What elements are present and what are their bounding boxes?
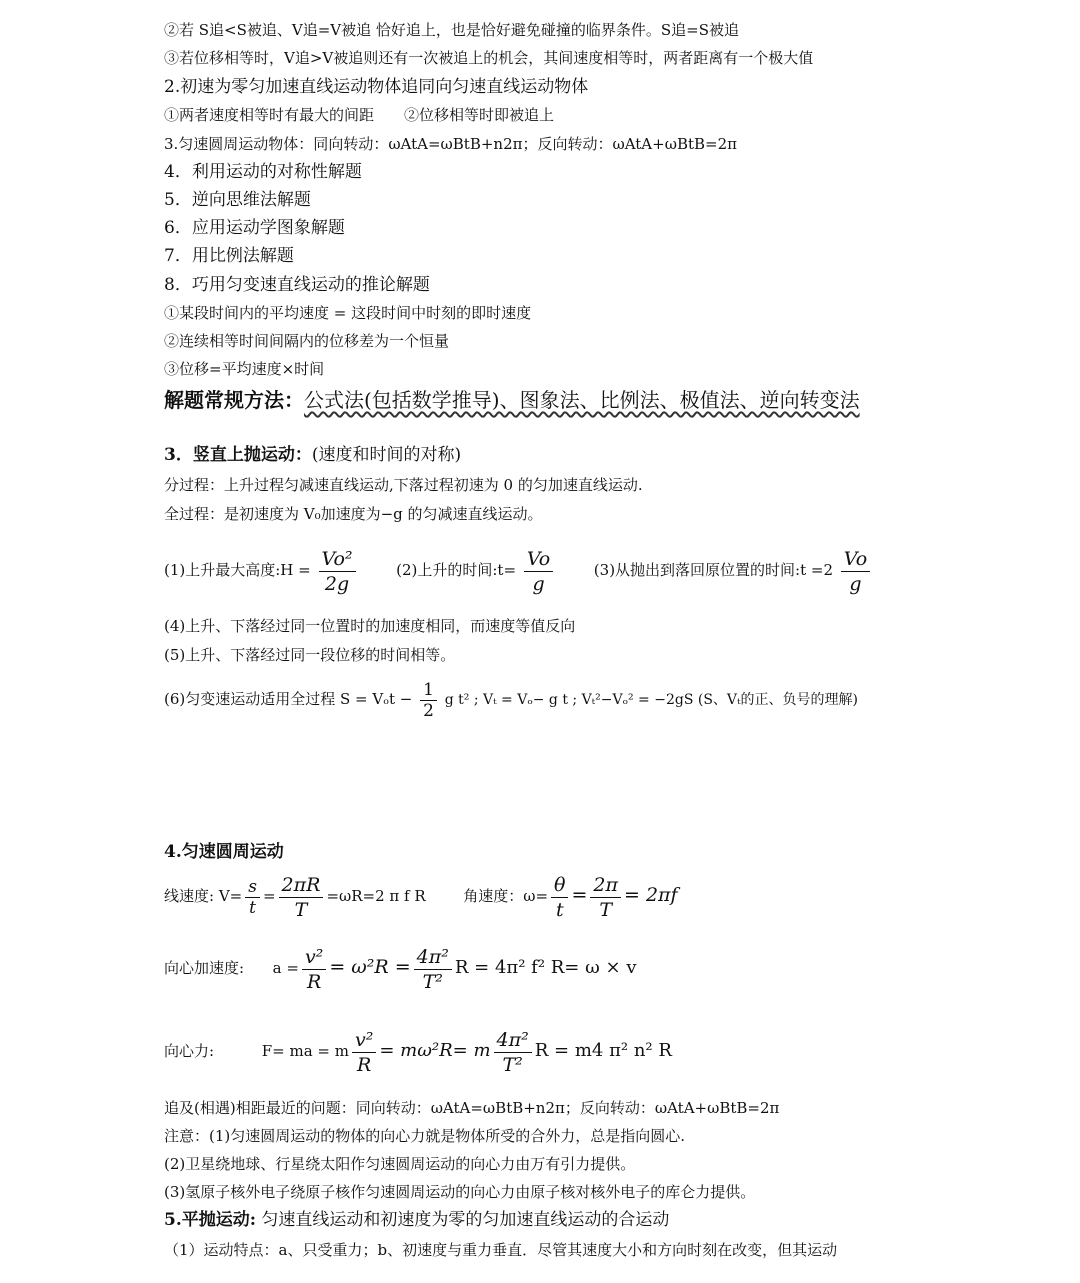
formula-2-label: (2)上升的时间:t= bbox=[396, 561, 517, 579]
text-line-11: ①某段时间内的平均速度 = 这段时间中时刻的即时速度 bbox=[164, 304, 532, 322]
section-3-line-5: (5)上升、下落经过同一段位移的时间相等。 bbox=[164, 646, 456, 664]
section-5-line-1: （1）运动特点：a、只受重力；b、初速度与重力垂直．尽管其速度大小和方向时刻在改变，但其运动 bbox=[164, 1241, 838, 1259]
section-5-title bbox=[164, 1210, 669, 1230]
text-line-12: ②连续相等时间间隔内的位移差为一个恒量 bbox=[164, 332, 450, 350]
linear-speed-frac-2 bbox=[279, 873, 324, 922]
formula-1-num: Vo² bbox=[319, 547, 356, 572]
text-line-5: 3.匀速圆周运动物体：同向转动：ωAtA=ωBtB+n2π；反向转动：ωAtA+ωBtB=2π bbox=[164, 135, 737, 153]
formula-3-num: Vo bbox=[841, 547, 870, 572]
centripetal-accel-label: 向心加速度: a = bbox=[164, 959, 299, 977]
common-methods bbox=[164, 386, 860, 414]
method-ratio: 7．用比例法解题 bbox=[164, 246, 294, 266]
linear-speed-frac-1-den: t bbox=[249, 897, 257, 918]
formula-2-den: g bbox=[532, 572, 545, 595]
centripetal-accel-frac-1-den: R bbox=[306, 970, 322, 993]
centripetal-force-tail: R = m4 π² n² R bbox=[534, 1040, 672, 1061]
section-5-title-rest: 匀速直线运动和初速度为零的匀加速直线运动的合运动 bbox=[256, 1210, 670, 1230]
angular-speed-frac-1-num: θ bbox=[551, 873, 568, 898]
section-4-line-4: (3)氢原子核外电子绕原子核作匀速圆周运动的向心力由原子核对核外电子的库仑力提供。 bbox=[164, 1183, 756, 1201]
centripetal-accel-frac-1 bbox=[302, 945, 326, 994]
section-3-formulas bbox=[164, 544, 873, 596]
formula-1-den: 2g bbox=[324, 572, 350, 595]
line-6-half-num: 1 bbox=[420, 680, 437, 701]
text-line-4: ①两者速度相等时有最大的间距 ②位移相等时即被追上 bbox=[164, 106, 555, 124]
angular-speed-eq: = bbox=[571, 884, 588, 906]
formula-2-fraction bbox=[524, 547, 553, 596]
text-line-13: ③位移=平均速度×时间 bbox=[164, 360, 325, 378]
text-line-1: ②若 S追<S被追、V追=V被追 恰好追上，也是恰好避免碰撞的临界条件。S追=S被追 bbox=[164, 21, 740, 39]
common-methods-label: 解题常规方法： bbox=[164, 388, 304, 412]
linear-speed-frac-2-den: T bbox=[294, 898, 308, 921]
section-3-line-4: (4)上升、下落经过同一位置时的加速度相同，而速度等值反向 bbox=[164, 617, 576, 635]
section-3-title bbox=[164, 445, 461, 465]
line-6-half-den: 2 bbox=[423, 700, 434, 721]
text-line-2: ③若位移相等时，V追>V被追则还有一次被追上的机会，其间速度相等时，两者距离有一个极大值 bbox=[164, 49, 814, 67]
centripetal-force-label: 向心力: F= ma = m bbox=[164, 1042, 349, 1060]
centripetal-accel-tail: R = 4π² f² R= ω × v bbox=[454, 957, 637, 978]
angular-speed-frac-1-den: t bbox=[555, 898, 564, 921]
linear-speed-label: 线速度: V= bbox=[164, 887, 243, 905]
formula-3-label: (3)从抛出到落回原位置的时间:t =2 bbox=[593, 561, 834, 579]
linear-speed-frac-1-num: s bbox=[245, 877, 260, 898]
centripetal-accel-frac-1-num: v² bbox=[302, 945, 326, 970]
section-5-title-bold: 5.平抛运动: bbox=[164, 1210, 257, 1230]
linear-speed-frac-1 bbox=[245, 877, 260, 918]
formula-1-label: (1)上升最大高度:H = bbox=[164, 561, 311, 579]
centripetal-accel-frac-2-den: T² bbox=[422, 970, 443, 993]
centripetal-force-mid: = mω²R= m bbox=[379, 1040, 491, 1061]
centripetal-accel-frac-2-num: 4π² bbox=[414, 945, 452, 970]
formula-3-den: g bbox=[849, 572, 862, 595]
centripetal-force-frac-2-num: 4π² bbox=[494, 1028, 532, 1053]
section-3-title-bold: 3．竖直上抛运动： bbox=[164, 445, 312, 465]
centripetal-accel-frac-2 bbox=[414, 945, 452, 994]
section-3-line-1: 分过程：上升过程匀减速直线运动,下落过程初速为 0 的匀加速直线运动. bbox=[164, 476, 643, 494]
linear-speed-tail: =ωR=2 π f R bbox=[326, 887, 426, 905]
method-reverse-thinking: 5．逆向思维法解题 bbox=[164, 190, 311, 210]
formula-1-fraction bbox=[319, 547, 356, 596]
formula-3-fraction bbox=[841, 547, 870, 596]
method-graph: 6．应用运动学图象解题 bbox=[164, 218, 345, 238]
section-4-line-1: 追及(相遇)相距最近的问题：同向转动：ωAtA=ωBtB+n2π；反向转动：ωAtA+ωBtB=2π bbox=[164, 1099, 780, 1117]
angular-speed-frac-1 bbox=[551, 873, 568, 922]
common-methods-value: 公式法(包括数学推导)、图象法、比例法、极值法、逆向转变法 bbox=[304, 388, 860, 412]
centripetal-force bbox=[164, 1024, 672, 1078]
section-4-line-3: (2)卫星绕地球、行星绕太阳作匀速圆周运动的向心力由万有引力提供。 bbox=[164, 1155, 636, 1173]
line-6-part-a: (6)匀变速运动适用全过程 S = Vₒt − bbox=[164, 690, 413, 708]
line-6-half-fraction bbox=[420, 680, 437, 721]
angular-speed-label: 角速度：ω= bbox=[463, 887, 549, 905]
formula-2-num: Vo bbox=[524, 547, 553, 572]
centripetal-force-frac-2 bbox=[494, 1028, 532, 1077]
section-3-title-rest: (速度和时间的对称) bbox=[311, 445, 462, 465]
method-symmetry: 4．利用运动的对称性解题 bbox=[164, 162, 362, 182]
section-3-line-2: 全过程：是初速度为 V₀加速度为−g 的匀减速直线运动。 bbox=[164, 505, 543, 523]
centripetal-force-frac-1-num: v² bbox=[352, 1028, 376, 1053]
section-4-title: 4.匀速圆周运动 bbox=[164, 842, 284, 862]
line-6-part-b: g t² ; Vₜ = Vₒ− g t ; Vₜ²−Vₒ² = −2gS (S、Vₜ的正、负号的理解) bbox=[444, 692, 858, 708]
linear-speed-frac-2-num: 2πR bbox=[279, 873, 324, 898]
linear-speed-eq: = bbox=[262, 887, 276, 905]
section-4-speed-formulas bbox=[164, 868, 678, 922]
angular-speed-tail: = 2πf bbox=[623, 884, 678, 906]
centripetal-force-frac-1-den: R bbox=[357, 1053, 372, 1076]
heading-chase-accelerating: 2.初速为零匀加速直线运动物体追同向匀速直线运动物体 bbox=[164, 77, 589, 97]
section-4-line-2: 注意：(1)匀速圆周运动的物体的向心力就是物体所受的合外力，总是指向圆心. bbox=[164, 1127, 686, 1145]
angular-speed-frac-2 bbox=[590, 873, 621, 922]
centripetal-accel-mid: = ω²R = bbox=[329, 956, 411, 978]
angular-speed-frac-2-den: T bbox=[599, 898, 613, 921]
centripetal-force-frac-2-den: T² bbox=[502, 1053, 523, 1076]
angular-speed-frac-2-num: 2π bbox=[590, 873, 621, 898]
centripetal-acceleration bbox=[164, 940, 637, 994]
section-3-line-6 bbox=[164, 674, 858, 724]
method-corollary: 8．巧用匀变速直线运动的推论解题 bbox=[164, 275, 430, 295]
centripetal-force-frac-1 bbox=[352, 1028, 376, 1077]
